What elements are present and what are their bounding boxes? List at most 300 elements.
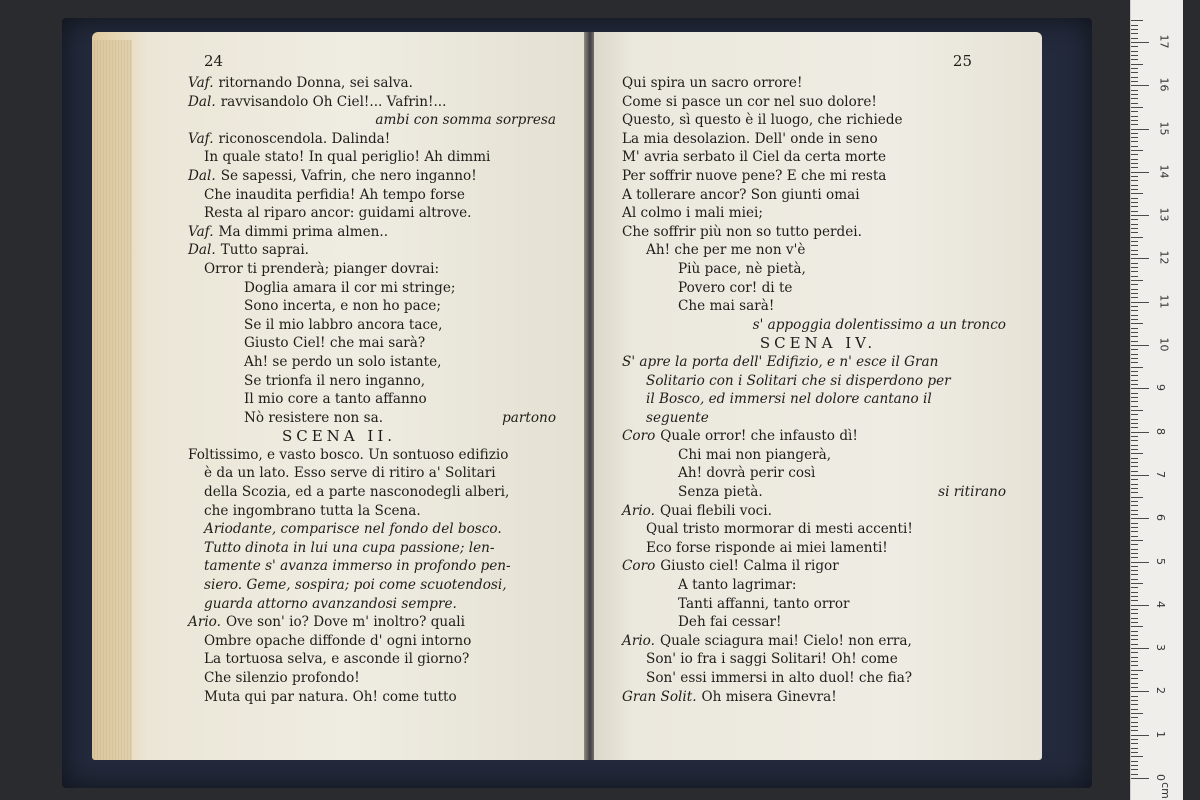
speaker-label: Ario.: [188, 614, 221, 631]
text-line: [92, 297, 586, 316]
ruler-tick: [1131, 302, 1149, 303]
ruler-tick: [1131, 68, 1138, 69]
line-text: Che mai sarà!: [678, 298, 775, 315]
text-line: [92, 688, 586, 707]
ruler-tick: [1131, 505, 1138, 506]
line-text: Ah! se perdo un solo istante,: [244, 353, 442, 370]
line-text: è da un lato. Esso serve di ritiro a' Solitari: [204, 465, 496, 482]
ruler-tick: [1131, 626, 1143, 627]
ruler-tick: [1131, 536, 1138, 537]
ruler-tick: [1131, 215, 1149, 216]
ruler-tick: [1131, 410, 1143, 411]
ruler-tick: [1131, 683, 1138, 684]
text-line: [92, 650, 586, 669]
ruler-tick: [1131, 401, 1138, 402]
ruler-number: 11: [1157, 294, 1171, 309]
ruler-tick: [1131, 111, 1138, 112]
ruler-tick: [1131, 323, 1143, 324]
page-edges: [92, 40, 132, 760]
scene-heading: SCENA IV.: [759, 334, 877, 353]
line-text: S' apre la porta dell' Edifizio, e n' esce il Gran: [622, 353, 939, 370]
ruler-tick: [1131, 193, 1143, 194]
text-line: [92, 74, 586, 93]
stage-direction: partono: [502, 409, 556, 426]
text-line: [594, 557, 1042, 576]
line-text: Tanti affanni, tanto orror: [678, 595, 850, 612]
ruler-tick: [1131, 176, 1138, 177]
ruler-tick: [1131, 622, 1138, 623]
line-text: Come si pasce un cor nel suo dolore!: [622, 93, 877, 110]
text-line: [594, 427, 1042, 446]
line-text: Senza pietà.: [678, 484, 763, 501]
text-line: [92, 464, 586, 483]
line-text: Se trionfa il nero inganno,: [244, 372, 426, 389]
line-text: ritornando Donna, sei salva.: [218, 75, 413, 91]
ruler-tick: [1131, 237, 1143, 238]
ruler-tick: [1131, 124, 1138, 125]
ruler-tick: [1131, 267, 1138, 268]
line-text: Il mio core a tanto affanno: [244, 391, 427, 408]
text-line: [594, 372, 1042, 391]
stage-direction: ambi con somma sorpresa: [375, 112, 556, 129]
ruler-tick: [1131, 739, 1138, 740]
ruler-tick: [1131, 674, 1138, 675]
ruler-tick: [1131, 523, 1138, 524]
ruler-tick: [1131, 618, 1138, 619]
ruler-tick: [1131, 566, 1138, 567]
ruler-number: 0: [1154, 774, 1167, 781]
line-text: tamente s' avanza immerso in profondo pen-: [204, 558, 511, 575]
speaker-label: Vaf.: [188, 75, 214, 91]
left-page-text: [92, 74, 586, 706]
ruler-tick: [1131, 583, 1143, 584]
line-text: Qui spira un sacro orrore!: [622, 75, 803, 91]
speaker-label: Dal.: [188, 167, 216, 184]
ruler-tick: [1131, 189, 1138, 190]
text-line: [92, 557, 586, 576]
line-text: La tortuosa selva, e asconde il giorno?: [204, 651, 470, 668]
line-text: Ma dimmi prima almen..: [218, 223, 389, 240]
line-text: Se il mio labbro ancora tace,: [244, 316, 443, 333]
ruler-tick: [1131, 613, 1138, 614]
text-line: [92, 93, 586, 112]
right-page-text: [594, 74, 1042, 706]
speaker-label: Vaf.: [188, 223, 214, 240]
ruler-tick: [1131, 141, 1138, 142]
text-line: [594, 167, 1042, 186]
line-text: Son' essi immersi in alto duol! che fia?: [646, 670, 913, 686]
ruler-tick: [1131, 709, 1138, 710]
ruler-tick: [1131, 397, 1138, 398]
line-text: M' avria serbato il Ciel da certa morte: [622, 149, 887, 166]
speaker-label: Dal.: [188, 242, 216, 259]
ruler-tick: [1131, 540, 1143, 541]
ruler-tick: [1131, 458, 1138, 459]
ruler-tick: [1131, 211, 1138, 212]
ruler-tick: [1131, 336, 1138, 337]
line-text: Son' io fra i saggi Solitari! Oh! come: [646, 651, 898, 668]
ruler-tick: [1131, 635, 1138, 636]
text-line: [594, 316, 1042, 335]
ruler-tick: [1131, 484, 1138, 485]
text-line: [92, 483, 586, 502]
ruler-tick: [1131, 129, 1149, 130]
ruler-tick: [1131, 380, 1138, 381]
page-number-right: 25: [952, 52, 972, 70]
text-line: [92, 595, 586, 614]
text-line: [92, 204, 586, 223]
text-line: [594, 93, 1042, 112]
ruler-tick: [1131, 120, 1138, 121]
ruler-tick: [1131, 462, 1138, 463]
ruler-tick: [1131, 501, 1138, 502]
line-text: Che soffrir più non so tutto perdei.: [622, 223, 862, 240]
ruler-tick: [1131, 743, 1138, 744]
ruler-tick: [1131, 549, 1138, 550]
ruler-tick: [1131, 748, 1138, 749]
ruler-tick: [1131, 224, 1138, 225]
text-line: [92, 130, 586, 149]
line-text: In quale stato! In qual periglio! Ah dimmi: [204, 149, 491, 166]
ruler-tick: [1131, 393, 1138, 394]
text-line: [92, 279, 586, 298]
ruler-tick: [1131, 276, 1138, 277]
line-text: Qual tristo mormorar di mesti accenti!: [646, 521, 913, 538]
text-line: [594, 669, 1042, 688]
line-text: Quai flebili voci.: [659, 502, 772, 519]
text-line: [92, 613, 586, 632]
ruler-tick: [1131, 596, 1138, 597]
text-line: [92, 539, 586, 558]
scene-heading: SCENA II.: [281, 427, 397, 446]
ruler-tick: [1131, 661, 1138, 662]
ruler-tick: [1131, 778, 1149, 779]
line-text: Ombre opache diffonde d' ogni intorno: [204, 632, 472, 649]
line-text: Che inaudita perfidia! Ah tempo forse: [204, 186, 465, 203]
ruler-tick: [1131, 51, 1138, 52]
text-line: [594, 688, 1042, 707]
text-line: [594, 241, 1042, 260]
text-line: [92, 520, 586, 539]
ruler-tick: [1131, 730, 1138, 731]
text-line: [594, 632, 1042, 651]
ruler-tick: [1131, 475, 1149, 476]
ruler-tick: [1131, 85, 1149, 86]
ruler-number: 5: [1154, 557, 1167, 565]
ruler-tick: [1131, 605, 1149, 606]
ruler-tick: [1131, 146, 1138, 147]
ruler-tick: [1131, 479, 1138, 480]
ruler-tick: [1131, 297, 1138, 298]
line-text: Se sapessi, Vafrin, che nero inganno!: [220, 167, 477, 184]
ruler-tick: [1131, 774, 1138, 775]
ruler-tick: [1131, 765, 1138, 766]
ruler-tick: [1131, 42, 1149, 43]
speaker-label: Vaf.: [188, 130, 214, 147]
ruler-tick: [1131, 72, 1138, 73]
ruler-tick: [1131, 306, 1138, 307]
ruler-tick: [1131, 557, 1138, 558]
line-text: Ove son' io? Dove m' inoltro? quali: [225, 614, 465, 631]
ruler-tick: [1131, 180, 1138, 181]
line-text: A tanto lagrimar:: [678, 577, 797, 594]
ruler-tick: [1131, 600, 1138, 601]
line-text: Foltissimo, e vasto bosco. Un sontuoso edifizio: [188, 446, 509, 463]
ruler-tick: [1131, 254, 1138, 255]
text-line: [594, 204, 1042, 223]
ruler-number: 13: [1157, 207, 1171, 222]
line-text: Doglia amara il cor mi stringe;: [244, 279, 456, 296]
line-text: che ingombrano tutta la Scena.: [204, 502, 421, 519]
ruler-tick: [1131, 492, 1138, 493]
ruler-number: 3: [1154, 644, 1167, 652]
ruler-tick: [1131, 700, 1138, 701]
ruler-tick: [1131, 163, 1138, 164]
line-text: guarda attorno avanzandosi sempre.: [204, 595, 457, 612]
ruler-tick: [1131, 648, 1149, 649]
stage-direction: si ritirano: [938, 484, 1006, 501]
ruler-tick: [1131, 423, 1138, 424]
line-text: il Bosco, ed immersi nel dolore cantano il: [646, 391, 932, 408]
ruler-tick: [1131, 388, 1149, 389]
ruler-number: 6: [1154, 514, 1167, 522]
ruler-tick: [1131, 289, 1138, 290]
line-text: Ariodante, comparisce nel fondo del bosco.: [204, 521, 502, 538]
line-text: A tollerare ancor? Son giunti omai: [622, 186, 860, 203]
ruler-tick: [1131, 310, 1138, 311]
ruler-tick: [1131, 471, 1138, 472]
speaker-label: Dal.: [188, 93, 216, 110]
text-line: [92, 427, 586, 446]
ruler-tick: [1131, 280, 1143, 281]
ruler-number: 7: [1154, 470, 1167, 478]
line-text: Più pace, nè pietà,: [678, 260, 806, 277]
line-text: Nò resistere non sa.: [244, 409, 384, 426]
ruler-number: 8: [1154, 427, 1167, 435]
ruler-number: 17: [1157, 34, 1171, 49]
ruler-tick: [1131, 33, 1138, 34]
text-line: [594, 464, 1042, 483]
ruler-tick: [1131, 172, 1149, 173]
ruler-tick: [1131, 756, 1143, 757]
ruler-tick: [1131, 696, 1138, 697]
ruler-tick: [1131, 657, 1138, 658]
ruler-tick: [1131, 726, 1138, 727]
speaker-label: Coro: [622, 558, 656, 575]
text-line: [92, 446, 586, 465]
ruler-tick: [1131, 116, 1138, 117]
text-line: [594, 111, 1042, 130]
text-line: [594, 390, 1042, 409]
ruler-tick: [1131, 241, 1138, 242]
text-line: [92, 502, 586, 521]
line-text: Muta qui par natura. Oh! come tutto: [204, 688, 457, 705]
text-line: [594, 223, 1042, 242]
ruler-number: 4: [1154, 600, 1167, 608]
text-line: [594, 74, 1042, 93]
text-line: [92, 167, 586, 186]
line-text: Tutto dinota in lui una cupa passione; len-: [204, 539, 495, 556]
text-line: [92, 148, 586, 167]
right-page: [594, 32, 1042, 760]
text-line: [594, 520, 1042, 539]
text-line: [594, 186, 1042, 205]
text-line: [92, 669, 586, 688]
ruler-tick: [1131, 349, 1138, 350]
ruler-tick: [1131, 375, 1138, 376]
ruler-tick: [1131, 419, 1138, 420]
ruler-tick: [1131, 570, 1138, 571]
line-text: Tutto saprai.: [220, 242, 309, 259]
text-line: [594, 613, 1042, 632]
text-line: [594, 353, 1042, 372]
ruler-tick: [1131, 154, 1138, 155]
line-text: Resta al riparo ancor: guidami altrove.: [204, 205, 472, 222]
ruler-tick: [1131, 55, 1138, 56]
ruler-tick: [1131, 358, 1138, 359]
text-line: [594, 297, 1042, 316]
speaker-label: Gran Solit.: [622, 688, 697, 705]
line-text: siero. Geme, sospira; poi come scuotendosi,: [204, 577, 507, 594]
ruler-tick: [1131, 94, 1138, 95]
ruler-number: 15: [1157, 121, 1171, 135]
ruler-tick: [1131, 453, 1143, 454]
stage-direction: s' appoggia dolentissimo a un tronco: [752, 316, 1006, 333]
ruler-number: 14: [1157, 164, 1171, 179]
ruler-tick: [1131, 81, 1138, 82]
ruler-tick: [1131, 449, 1138, 450]
ruler-tick: [1131, 691, 1149, 692]
ruler-unit-label: cm: [1158, 782, 1172, 799]
text-line: [92, 241, 586, 260]
ruler-number: 9: [1154, 384, 1167, 392]
ruler-tick: [1131, 510, 1138, 511]
ruler-tick: [1131, 514, 1138, 515]
text-line: [92, 186, 586, 205]
text-line: [92, 334, 586, 353]
ruler-tick: [1131, 332, 1138, 333]
text-line: [92, 111, 586, 130]
line-text: Per soffrir nuove pene? E che mi resta: [622, 167, 887, 184]
line-text: Deh fai cessar!: [678, 614, 782, 631]
line-text: Questo, sì questo è il luogo, che richiede: [622, 112, 903, 129]
line-text: della Scozia, ed a parte nasconodegli alberi,: [204, 484, 510, 501]
ruler-tick: [1131, 497, 1143, 498]
ruler-tick: [1131, 90, 1138, 91]
ruler-tick: [1131, 59, 1138, 60]
text-line: [92, 260, 586, 279]
ruler-tick: [1131, 284, 1138, 285]
ruler-tick: [1131, 206, 1138, 207]
text-line: [92, 409, 586, 428]
ruler-tick: [1131, 271, 1138, 272]
ruler-tick: [1131, 466, 1138, 467]
ruler-tick: [1131, 670, 1143, 671]
ruler-tick: [1131, 652, 1138, 653]
text-line: [594, 148, 1042, 167]
ruler-tick: [1131, 665, 1138, 666]
page-number-left: 24: [204, 52, 224, 70]
line-text: riconoscendola. Dalinda!: [218, 130, 391, 147]
line-text: Quale orror! che infausto dì!: [660, 428, 858, 445]
ruler-tick: [1131, 185, 1138, 186]
ruler-tick: [1131, 367, 1143, 368]
ruler-tick: [1131, 527, 1138, 528]
ruler-tick: [1131, 414, 1138, 415]
ruler-tick: [1131, 678, 1138, 679]
ruler-tick: [1131, 631, 1138, 632]
line-text: seguente: [646, 409, 709, 426]
ruler-tick: [1131, 202, 1138, 203]
text-line: [594, 334, 1042, 353]
line-text: Oh misera Ginevra!: [701, 688, 837, 705]
text-line: [594, 650, 1042, 669]
ruler-tick: [1131, 77, 1138, 78]
ruler-number: 12: [1157, 250, 1171, 265]
ruler-tick: [1131, 137, 1138, 138]
measuring-ruler: [1130, 0, 1183, 800]
text-line: [92, 390, 586, 409]
ruler-tick: [1131, 445, 1138, 446]
text-line: [92, 223, 586, 242]
ruler-tick: [1131, 722, 1138, 723]
text-line: [92, 353, 586, 372]
ruler-tick: [1131, 354, 1138, 355]
ruler-tick: [1131, 713, 1143, 714]
ruler-tick: [1131, 232, 1138, 233]
line-text: Al colmo i mali miei;: [622, 205, 763, 222]
ruler-tick: [1131, 717, 1138, 718]
ruler-tick: [1131, 219, 1138, 220]
ruler-tick: [1131, 25, 1138, 26]
ruler-tick: [1131, 427, 1138, 428]
text-line: [594, 279, 1042, 298]
ruler-tick: [1131, 38, 1138, 39]
ruler-tick: [1131, 362, 1138, 363]
ruler-tick: [1131, 587, 1138, 588]
ruler-tick: [1131, 518, 1149, 519]
ruler-tick: [1131, 579, 1138, 580]
line-text: Giusto ciel! Calma il rigor: [660, 558, 839, 575]
ruler-tick: [1131, 440, 1138, 441]
ruler-tick: [1131, 319, 1138, 320]
ruler-tick: [1131, 769, 1138, 770]
ruler-number: 10: [1157, 337, 1171, 352]
ruler-tick: [1131, 133, 1138, 134]
line-text: Chi mai non piangerà,: [678, 446, 832, 463]
ruler-tick: [1131, 488, 1138, 489]
line-text: Ah! che per me non v'è: [646, 242, 806, 259]
line-text: La mia desolazion. Dell' onde in seno: [622, 130, 878, 147]
text-line: [594, 446, 1042, 465]
ruler-tick: [1131, 531, 1138, 532]
ruler-tick: [1131, 315, 1138, 316]
line-text: Sono incerta, e non ho pace;: [244, 298, 441, 315]
text-line: [92, 372, 586, 391]
line-text: Ah! dovrà perir così: [678, 465, 816, 482]
ruler-tick: [1131, 198, 1138, 199]
ruler-tick: [1131, 228, 1138, 229]
ruler-tick: [1131, 761, 1138, 762]
ruler-tick: [1131, 432, 1149, 433]
text-line: [594, 502, 1042, 521]
text-line: [594, 576, 1042, 595]
left-page: [92, 32, 586, 760]
ruler-tick: [1131, 436, 1138, 437]
text-line: [594, 130, 1042, 149]
ruler-tick: [1131, 150, 1143, 151]
ruler-tick: [1131, 384, 1138, 385]
